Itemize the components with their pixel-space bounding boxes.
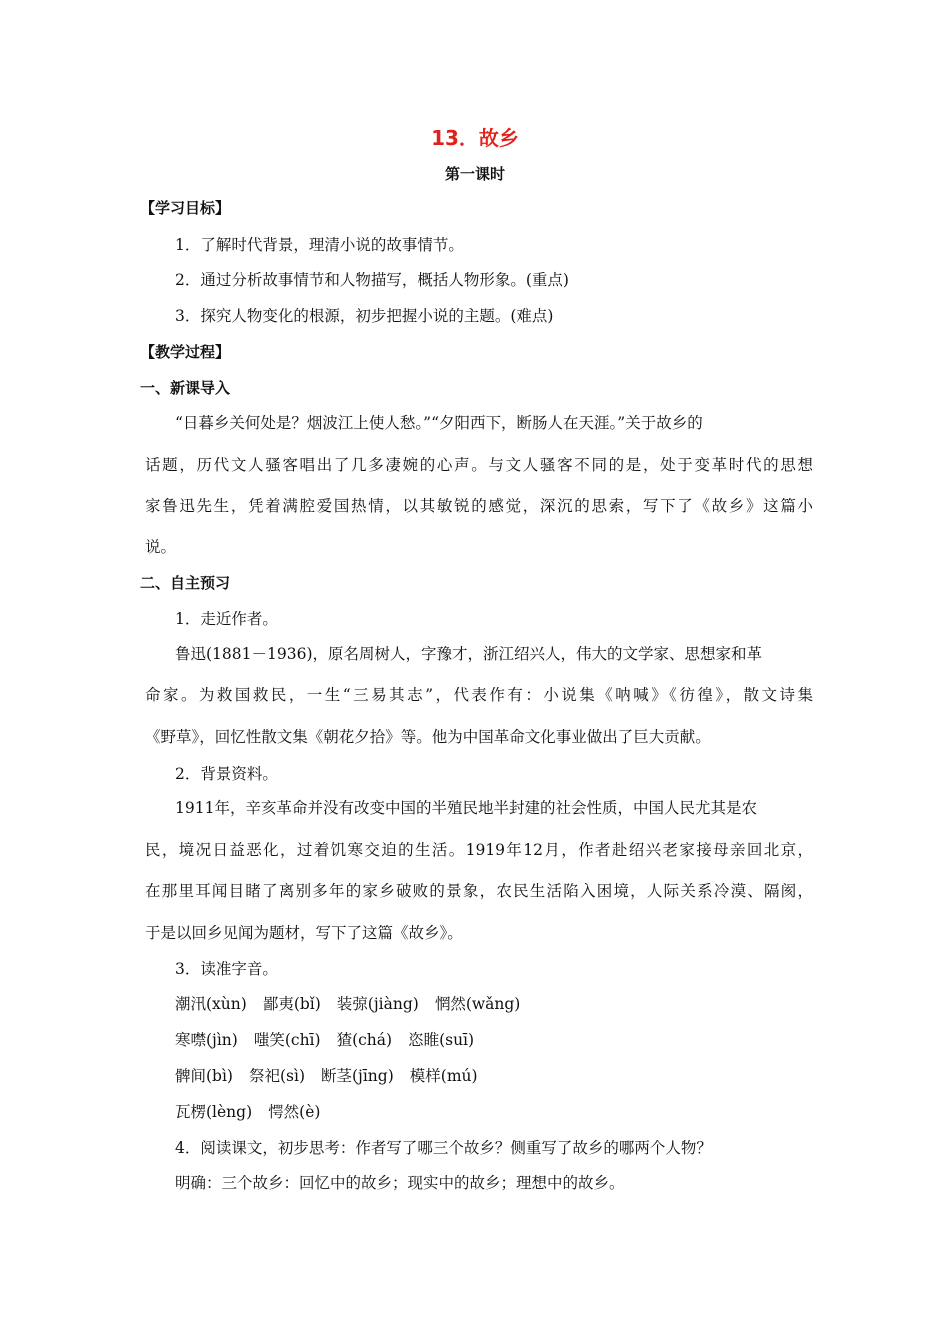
pinyin-word: 寒噤(jìn)	[175, 1031, 238, 1049]
subsection-title: 2．背景资料。	[175, 765, 278, 783]
section-heading: 二、自主预习	[140, 574, 231, 592]
paragraph-line: 1911年，辛亥革命并没有改变中国的半殖民地半封建的社会性质，中国人民尤其是农	[175, 799, 757, 817]
pinyin-word: 潮汛(xùn)	[175, 995, 247, 1013]
paragraph-line: “日暮乡关何处是？烟波江上使人愁。”“夕阳西下，断肠人在天涯。”关于故乡的	[175, 414, 703, 432]
pinyin-word: 断茎(jīng)	[321, 1067, 394, 1085]
paragraph-line: 命家。为救国救民，一生“三易其志”，代表作有：小说集《呐喊》《彷徨》，散文诗集	[145, 686, 813, 704]
goal-item: 1．了解时代背景，理清小说的故事情节。	[175, 236, 464, 254]
subsection-title: 4．阅读课文，初步思考：作者写了哪三个故乡？侧重写了故乡的哪两个人物？	[175, 1139, 712, 1157]
answer-line: 明确：三个故乡：回忆中的故乡；现实中的故乡；理想中的故乡。	[175, 1174, 625, 1192]
paragraph-line: 《野草》，回忆性散文集《朝花夕拾》等。他为中国革命文化事业做出了巨大贡献。	[145, 728, 711, 746]
lesson-title: 13．故乡	[431, 126, 519, 150]
subsection-title: 1．走近作者。	[175, 610, 278, 628]
pinyin-word: 猹(chá)	[336, 1031, 393, 1049]
pinyin-word: 装弶(jiàng)	[336, 995, 419, 1013]
paragraph-line: 鲁迅(1881－1936)，原名周树人，字豫才，浙江绍兴人，伟大的文学家、思想家和革	[175, 645, 762, 663]
paragraph-line: 于是以回乡见闻为题材，写下了这篇《故乡》。	[145, 924, 463, 942]
pinyin-row	[175, 1028, 490, 1050]
paragraph-line: 民，境况日益恶化，过着饥寒交迫的生活。1919年12月，作者赴绍兴老家接母亲回北京，	[145, 841, 813, 859]
goals-heading: 【学习目标】	[140, 199, 231, 217]
pinyin-word: 模样(mú)	[409, 1067, 478, 1085]
pinyin-word: 愕然(è)	[268, 1103, 321, 1121]
pinyin-word: 髀间(bì)	[175, 1067, 233, 1085]
pinyin-row	[175, 1100, 336, 1122]
paragraph-line: 话题，历代文人骚客唱出了几多凄婉的心声。与文人骚客不同的是，处于变革时代的思想	[145, 456, 813, 474]
pinyin-word: 恣睢(suī)	[408, 1031, 475, 1049]
paragraph-line: 家鲁迅先生，凭着满腔爱国热情，以其敏锐的感觉，深沉的思索，写下了《故乡》这篇小	[145, 497, 813, 515]
goal-item: 3．探究人物变化的根源，初步把握小说的主题。(难点)	[175, 307, 554, 325]
pinyin-word: 祭祀(sì)	[248, 1067, 305, 1085]
paragraph-line: 在那里耳闻目睹了离别多年的家乡破败的景象，农民生活陷入困境，人际关系冷漠、隔阂，	[145, 882, 813, 900]
paragraph-line: 说。	[145, 538, 177, 556]
pinyin-row	[175, 1064, 494, 1086]
process-heading: 【教学过程】	[140, 343, 231, 361]
pinyin-word: 鄙夷(bǐ)	[262, 995, 321, 1013]
lesson-subtitle: 第一课时	[444, 165, 505, 183]
pinyin-word: 瓦楞(lèng)	[175, 1103, 253, 1121]
subsection-title: 3．读准字音。	[175, 960, 278, 978]
pinyin-word: 嗤笑(chī)	[253, 1031, 321, 1049]
section-heading: 一、新课导入	[140, 379, 231, 397]
pinyin-word: 惘然(wǎng)	[434, 995, 521, 1013]
goal-item: 2．通过分析故事情节和人物描写，概括人物形象。(重点)	[175, 271, 569, 289]
pinyin-row	[175, 992, 536, 1014]
